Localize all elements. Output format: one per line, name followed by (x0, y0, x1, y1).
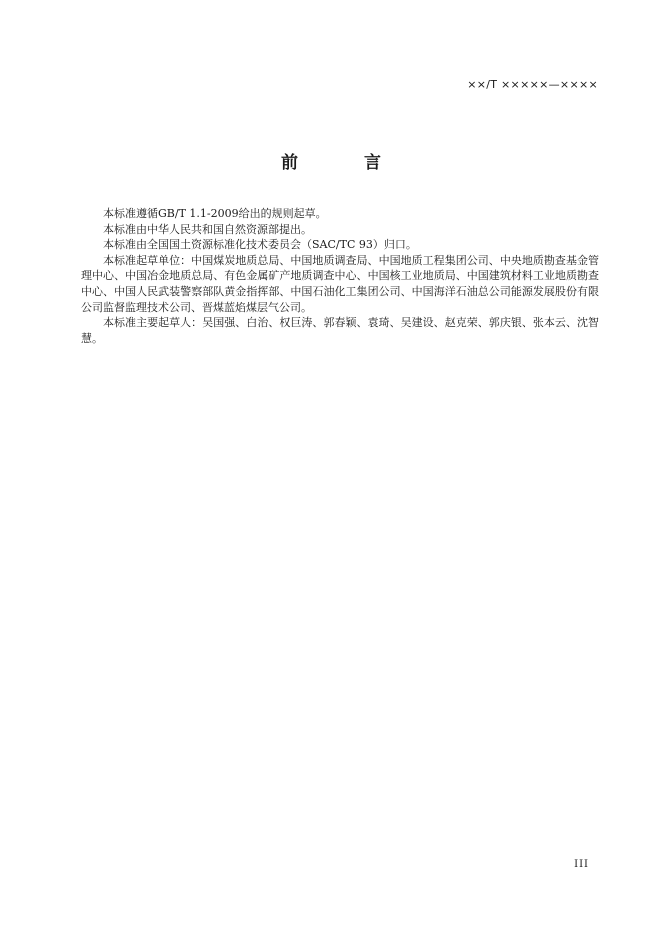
standard-code: ××/T ×××××—×××× (467, 78, 598, 91)
paragraph-drafters: 本标准主要起草人：吴国强、白治、权巨涛、郭春颖、袁琦、吴建设、赵克荣、郭庆银、张本云、沈智慧。 (81, 316, 599, 345)
page-number: III (574, 859, 589, 870)
paragraph-committee: 本标准由全国国土资源标准化技术委员会（SAC/TC 93）归口。 (103, 238, 417, 252)
paragraph-proposer: 本标准由中华人民共和国自然资源部提出。 (103, 222, 312, 236)
paragraph-drafting-units: 本标准起草单位：中国煤炭地质总局、中国地质调查局、中国地质工程集团公司、中央地质勘查基金管理中心、中国冶金地质总局、有色金属矿产地质调查中心、中国核工业地质局、中国建筑材料工业地质勘查中心、中国人民武装警察部队黄金指挥部、中国石油化工集团公司、中国海洋石油总公司能源发展股份有限公司监督监理技术公司、晋煤蓝焰煤层气公司。 (81, 253, 599, 314)
paragraph-drafting-rules: 本标准遵循GB/T 1.1-2009给出的规则起草。 (103, 207, 327, 220)
foreword-body (81, 206, 599, 346)
page-title: 前 言 (281, 153, 411, 173)
